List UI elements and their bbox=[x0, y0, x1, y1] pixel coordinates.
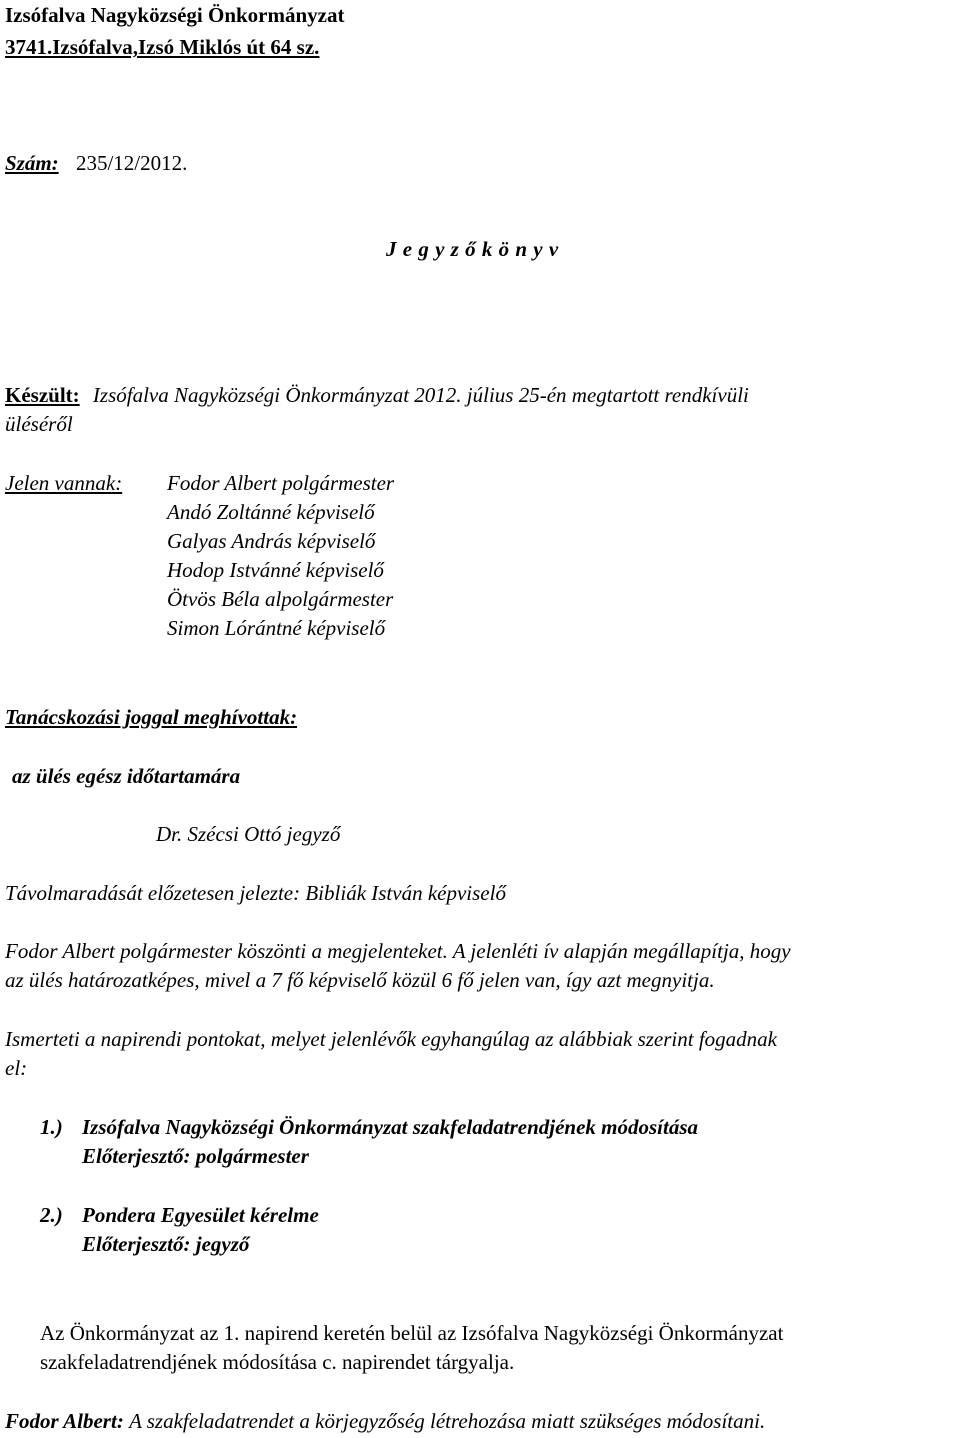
document-title: J e g y z ő k ö n y v bbox=[386, 237, 559, 261]
agenda-item-title: Izsófalva Nagyközségi Önkormányzat szakfeladatrendjének módosítása bbox=[82, 1115, 699, 1139]
reference-value: 235/12/2012. bbox=[75, 151, 188, 175]
reference-label: Szám: bbox=[5, 151, 59, 175]
speaker-name: Fodor Albert: bbox=[5, 1409, 124, 1433]
made-line bbox=[5, 382, 749, 408]
agenda-intro-continued: el: bbox=[5, 1056, 28, 1080]
opening-paragraph-continued: az ülés határozatképes, mivel a 7 fő képviselő közül 6 fő jelen van, így azt megnyitja. bbox=[5, 968, 715, 992]
item1-paragraph: Az Önkormányzat az 1. napirend keretén belül az Izsófalva Nagyközségi Önkormányzat bbox=[40, 1321, 784, 1345]
speech-text: A szakfeladatrendet a körjegyzőség létrehozása miatt szükséges módosítani. bbox=[129, 1409, 766, 1433]
present-member: Simon Lórántné képviselő bbox=[167, 616, 386, 640]
invited-person: Dr. Szécsi Ottó jegyző bbox=[156, 822, 341, 846]
present-member: Andó Zoltánné képviselő bbox=[167, 500, 375, 524]
agenda-intro: Ismerteti a napirendi pontokat, melyet jelenlévők egyhangúlag az alábbiak szerint fogadnak bbox=[5, 1027, 777, 1051]
speech-line bbox=[5, 1408, 765, 1434]
present-member: Hodop Istvánné képviselő bbox=[167, 558, 384, 582]
made-label: Készült: bbox=[5, 383, 80, 407]
agenda-item-title: Pondera Egyesület kérelme bbox=[82, 1203, 319, 1227]
opening-paragraph: Fodor Albert polgármester köszönti a megjelenteket. A jelenléti ív alapján megállapítja, hogy bbox=[5, 939, 791, 963]
present-member: Fodor Albert polgármester bbox=[167, 471, 395, 495]
present-member: Ötvös Béla alpolgármester bbox=[167, 587, 394, 611]
invited-subheading: az ülés egész időtartamára bbox=[12, 764, 241, 788]
item1-paragraph-continued: szakfeladatrendjének módosítása c. napirendet tárgyalja. bbox=[40, 1350, 515, 1374]
made-text-continued: üléséről bbox=[5, 412, 73, 436]
absence-note: Távolmaradását előzetesen jelezte: Bibliák István képviselő bbox=[5, 881, 506, 905]
made-text: Izsófalva Nagyközségi Önkormányzat 2012. július 25-én megtartott rendkívüli bbox=[92, 383, 749, 407]
invited-heading: Tanácskozási joggal meghívottak: bbox=[5, 705, 298, 729]
agenda-item-presenter: Előterjesztő: jegyző bbox=[82, 1232, 250, 1256]
org-address: 3741.Izsófalva,Izsó Miklós út 64 sz. bbox=[5, 35, 320, 59]
org-name: Izsófalva Nagyközségi Önkormányzat bbox=[5, 3, 345, 27]
present-member: Galyas András képviselő bbox=[167, 529, 376, 553]
agenda-item-presenter: Előterjesztő: polgármester bbox=[82, 1144, 309, 1168]
agenda-item-number: 2.) bbox=[40, 1203, 63, 1227]
present-label: Jelen vannak: bbox=[5, 471, 123, 495]
agenda-item-number: 1.) bbox=[40, 1115, 63, 1139]
reference-number bbox=[5, 150, 187, 176]
